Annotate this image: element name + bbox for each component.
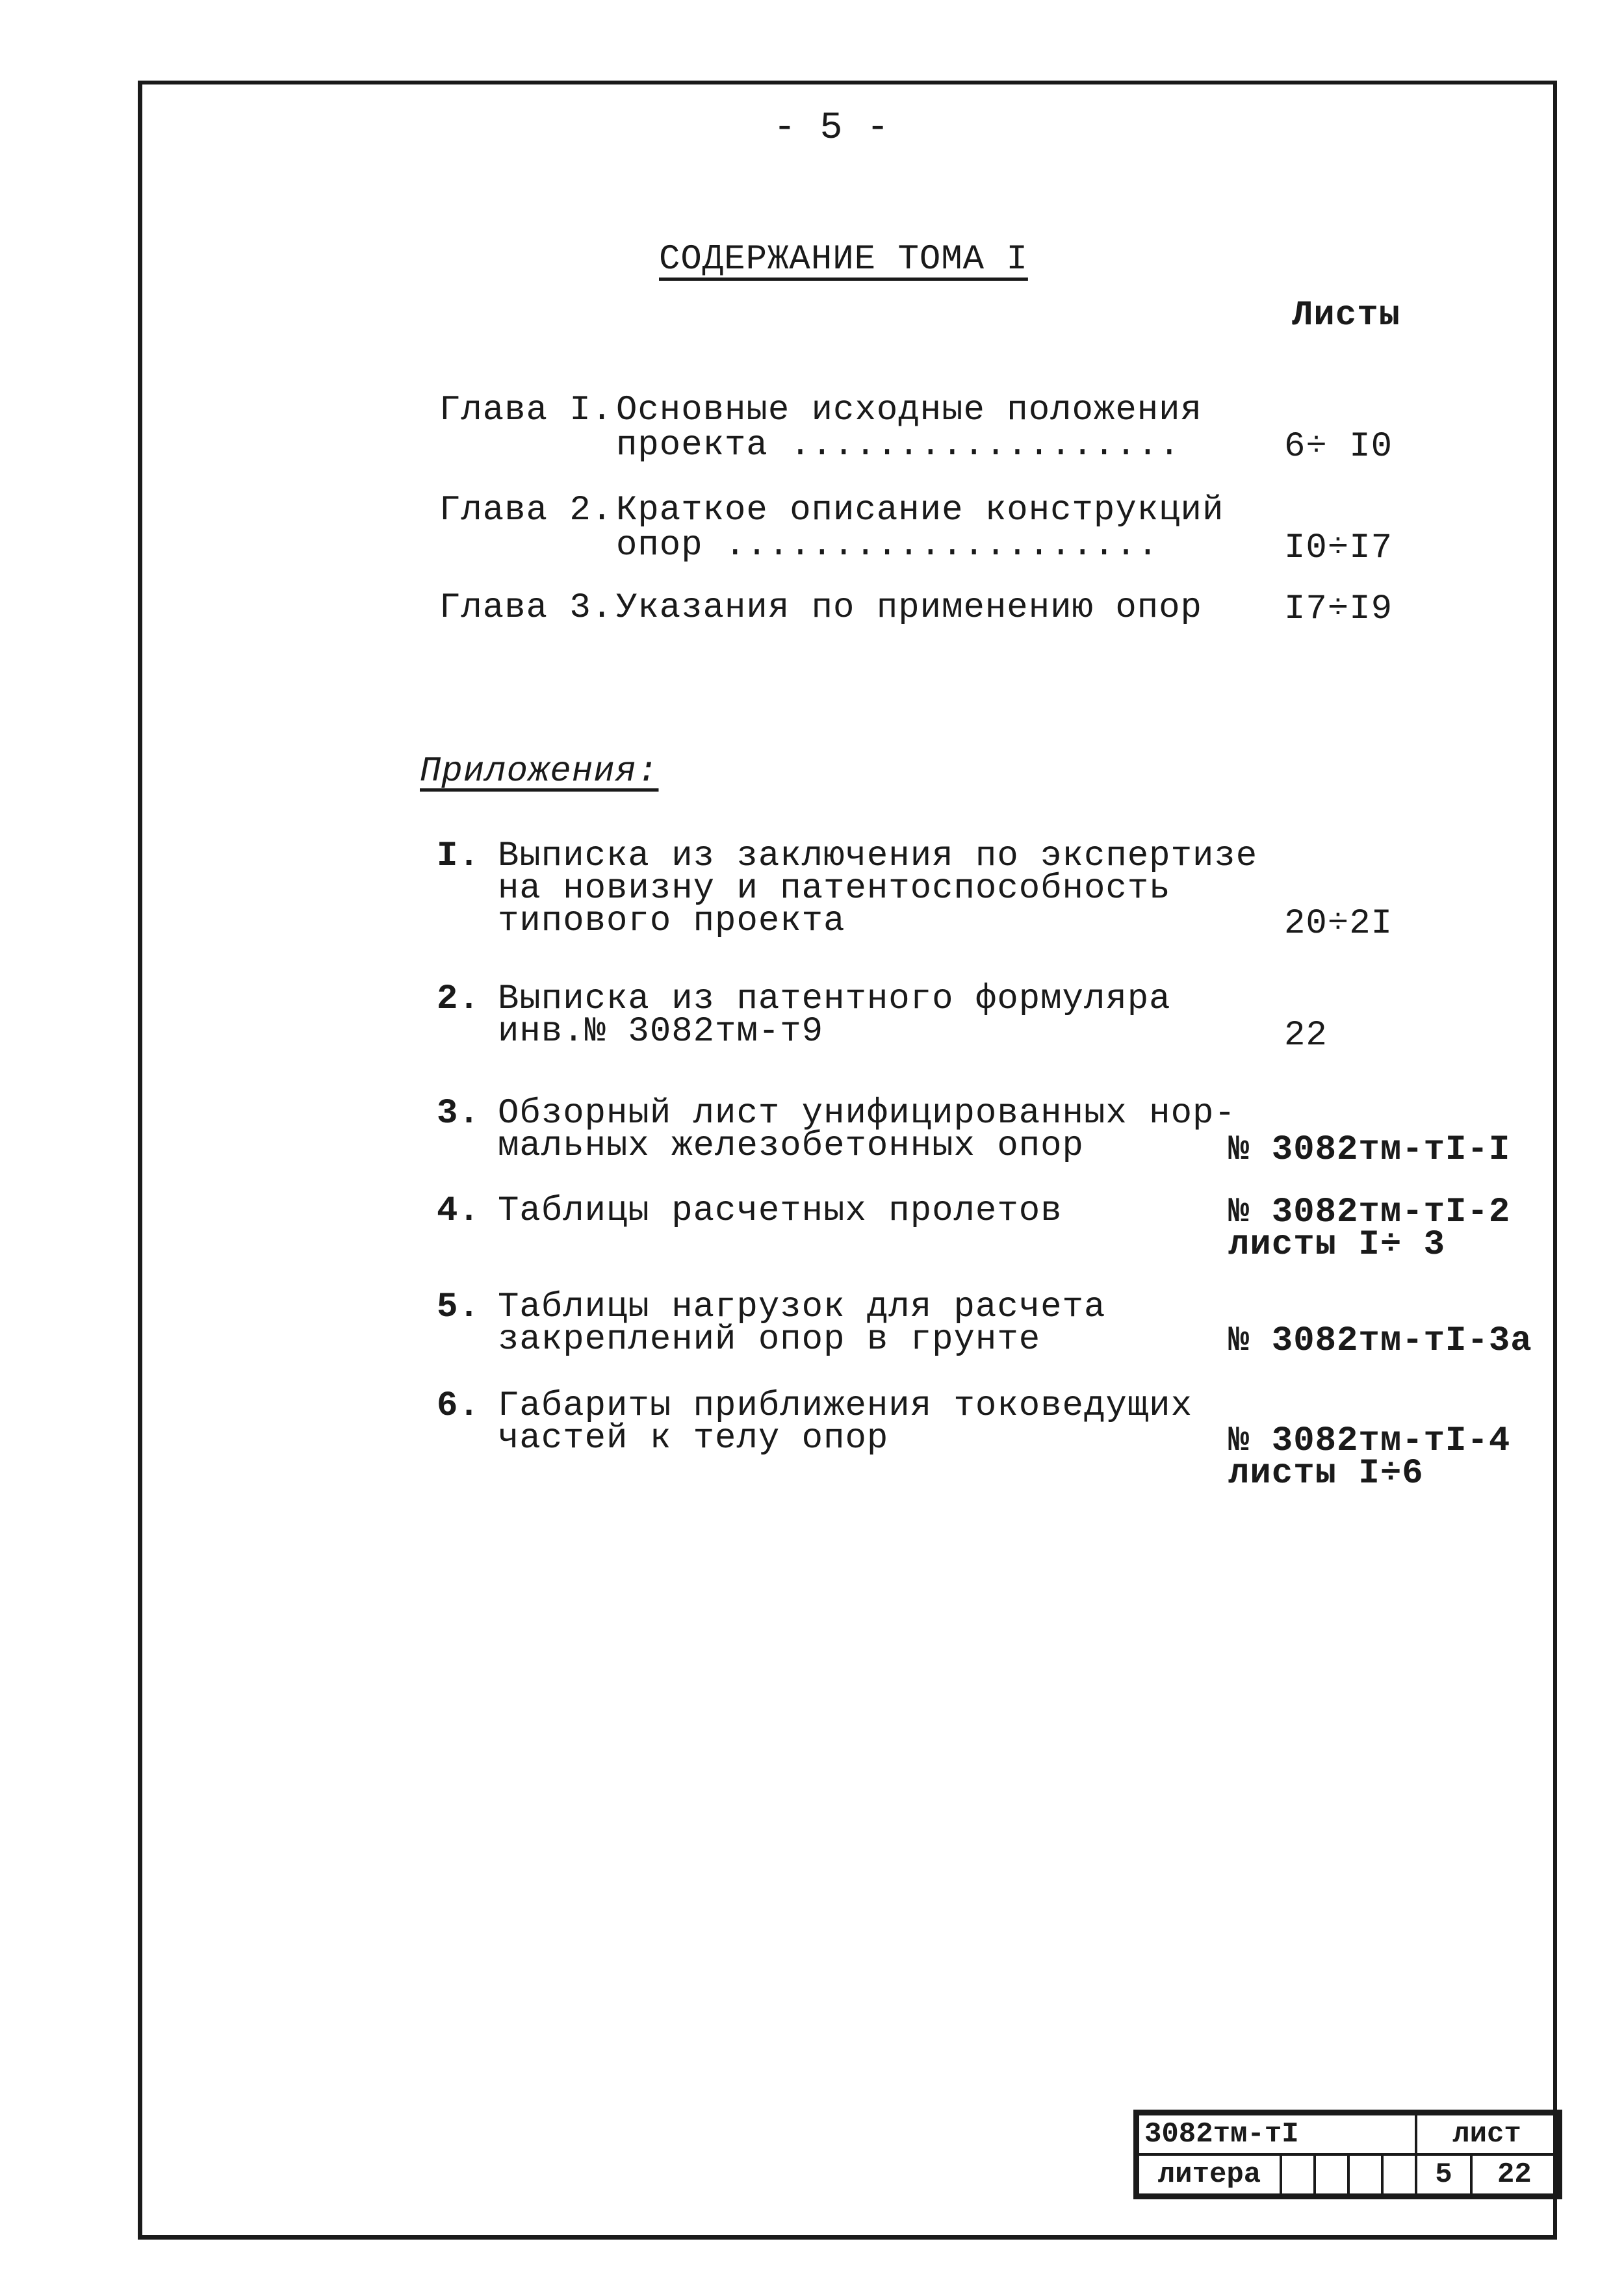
- appendix-text-line: на новизну и патентоспособность: [498, 869, 1171, 909]
- appendix-number: 5.: [437, 1287, 480, 1327]
- stamp-doc-code: 3082тм-тI: [1138, 2114, 1416, 2154]
- appendix-text-line: инв.№ 3082тм-т9: [498, 1012, 824, 1052]
- appendix-text-line: Обзорный лист унифицированных нор-: [498, 1094, 1236, 1133]
- appendix-drawing-ref: № 3082тм-тI-4: [1228, 1421, 1511, 1461]
- chapter-title-line: Указания по применению опор: [616, 588, 1202, 628]
- appendix-sheet-range: 22: [1284, 1016, 1328, 1055]
- chapter-label: Глава 3.: [439, 588, 613, 628]
- appendix-sheets-ref: листы I÷ 3: [1228, 1225, 1446, 1265]
- appendix-drawing-ref: № 3082тм-тI-I: [1228, 1130, 1511, 1170]
- appendix-number: 6.: [437, 1386, 480, 1426]
- chapter-label: Глава I.: [439, 391, 613, 430]
- appendix-sheets-ref: листы I÷6: [1228, 1454, 1424, 1494]
- volume-contents-title: СОДЕРЖАНИЕ ТОМА I: [659, 240, 1028, 279]
- chapter-title-line: Основные исходные положения: [616, 391, 1202, 430]
- page-number: - 5 -: [773, 107, 890, 149]
- stamp-total-sheets: 22: [1471, 2154, 1558, 2195]
- stamp-litera-cell: [1348, 2154, 1382, 2195]
- appendix-number: 3.: [437, 1094, 480, 1133]
- chapter-title-line: проекта ..................: [616, 426, 1181, 465]
- stamp-litera-cell: [1315, 2154, 1348, 2195]
- appendix-text-line: Габариты приближения токоведущих: [498, 1386, 1192, 1426]
- title-block-stamp: [1133, 2110, 1562, 2199]
- stamp-litera-cell: [1281, 2154, 1315, 2195]
- stamp-litera-cell: [1382, 2154, 1416, 2195]
- stamp-litera-label: литера: [1138, 2154, 1281, 2195]
- appendix-text-line: Выписка из патентного формуляра: [498, 979, 1171, 1019]
- appendix-text-line: частей к телу опор: [498, 1419, 889, 1458]
- appendix-number: I.: [437, 836, 480, 876]
- appendix-text-line: Выписка из заключения по экспертизе: [498, 836, 1258, 876]
- appendix-text-line: Таблицы расчетных пролетов: [498, 1191, 1063, 1231]
- stamp-sheet-label: лист: [1416, 2114, 1558, 2154]
- chapter-title-line: Краткое описание конструкций: [616, 491, 1224, 530]
- appendix-number: 4.: [437, 1191, 480, 1231]
- appendix-number: 2.: [437, 979, 480, 1019]
- appendix-text-line: типового проекта: [498, 901, 845, 941]
- chapter-label: Глава 2.: [439, 491, 613, 530]
- appendix-sheet-range: 20÷2I: [1284, 904, 1393, 944]
- appendix-text-line: мальных железобетонных опор: [498, 1126, 1084, 1166]
- appendices-heading: Приложения:: [420, 752, 659, 792]
- chapter-sheet-range: I7÷I9: [1284, 589, 1393, 629]
- appendix-text-line: закреплений опор в грунте: [498, 1320, 1041, 1360]
- stamp-sheet-number: 5: [1416, 2154, 1471, 2195]
- sheets-column-header: Листы: [1292, 296, 1401, 335]
- chapter-title-line: опор ....................: [616, 526, 1159, 565]
- appendix-text-line: Таблицы нагрузок для расчета: [498, 1287, 1106, 1327]
- appendix-drawing-ref: № 3082тм-тI-2: [1228, 1193, 1511, 1232]
- appendix-drawing-ref: № 3082тм-тI-3а: [1228, 1321, 1532, 1361]
- chapter-sheet-range: I0÷I7: [1284, 528, 1393, 568]
- chapter-sheet-range: 6÷ I0: [1284, 427, 1393, 467]
